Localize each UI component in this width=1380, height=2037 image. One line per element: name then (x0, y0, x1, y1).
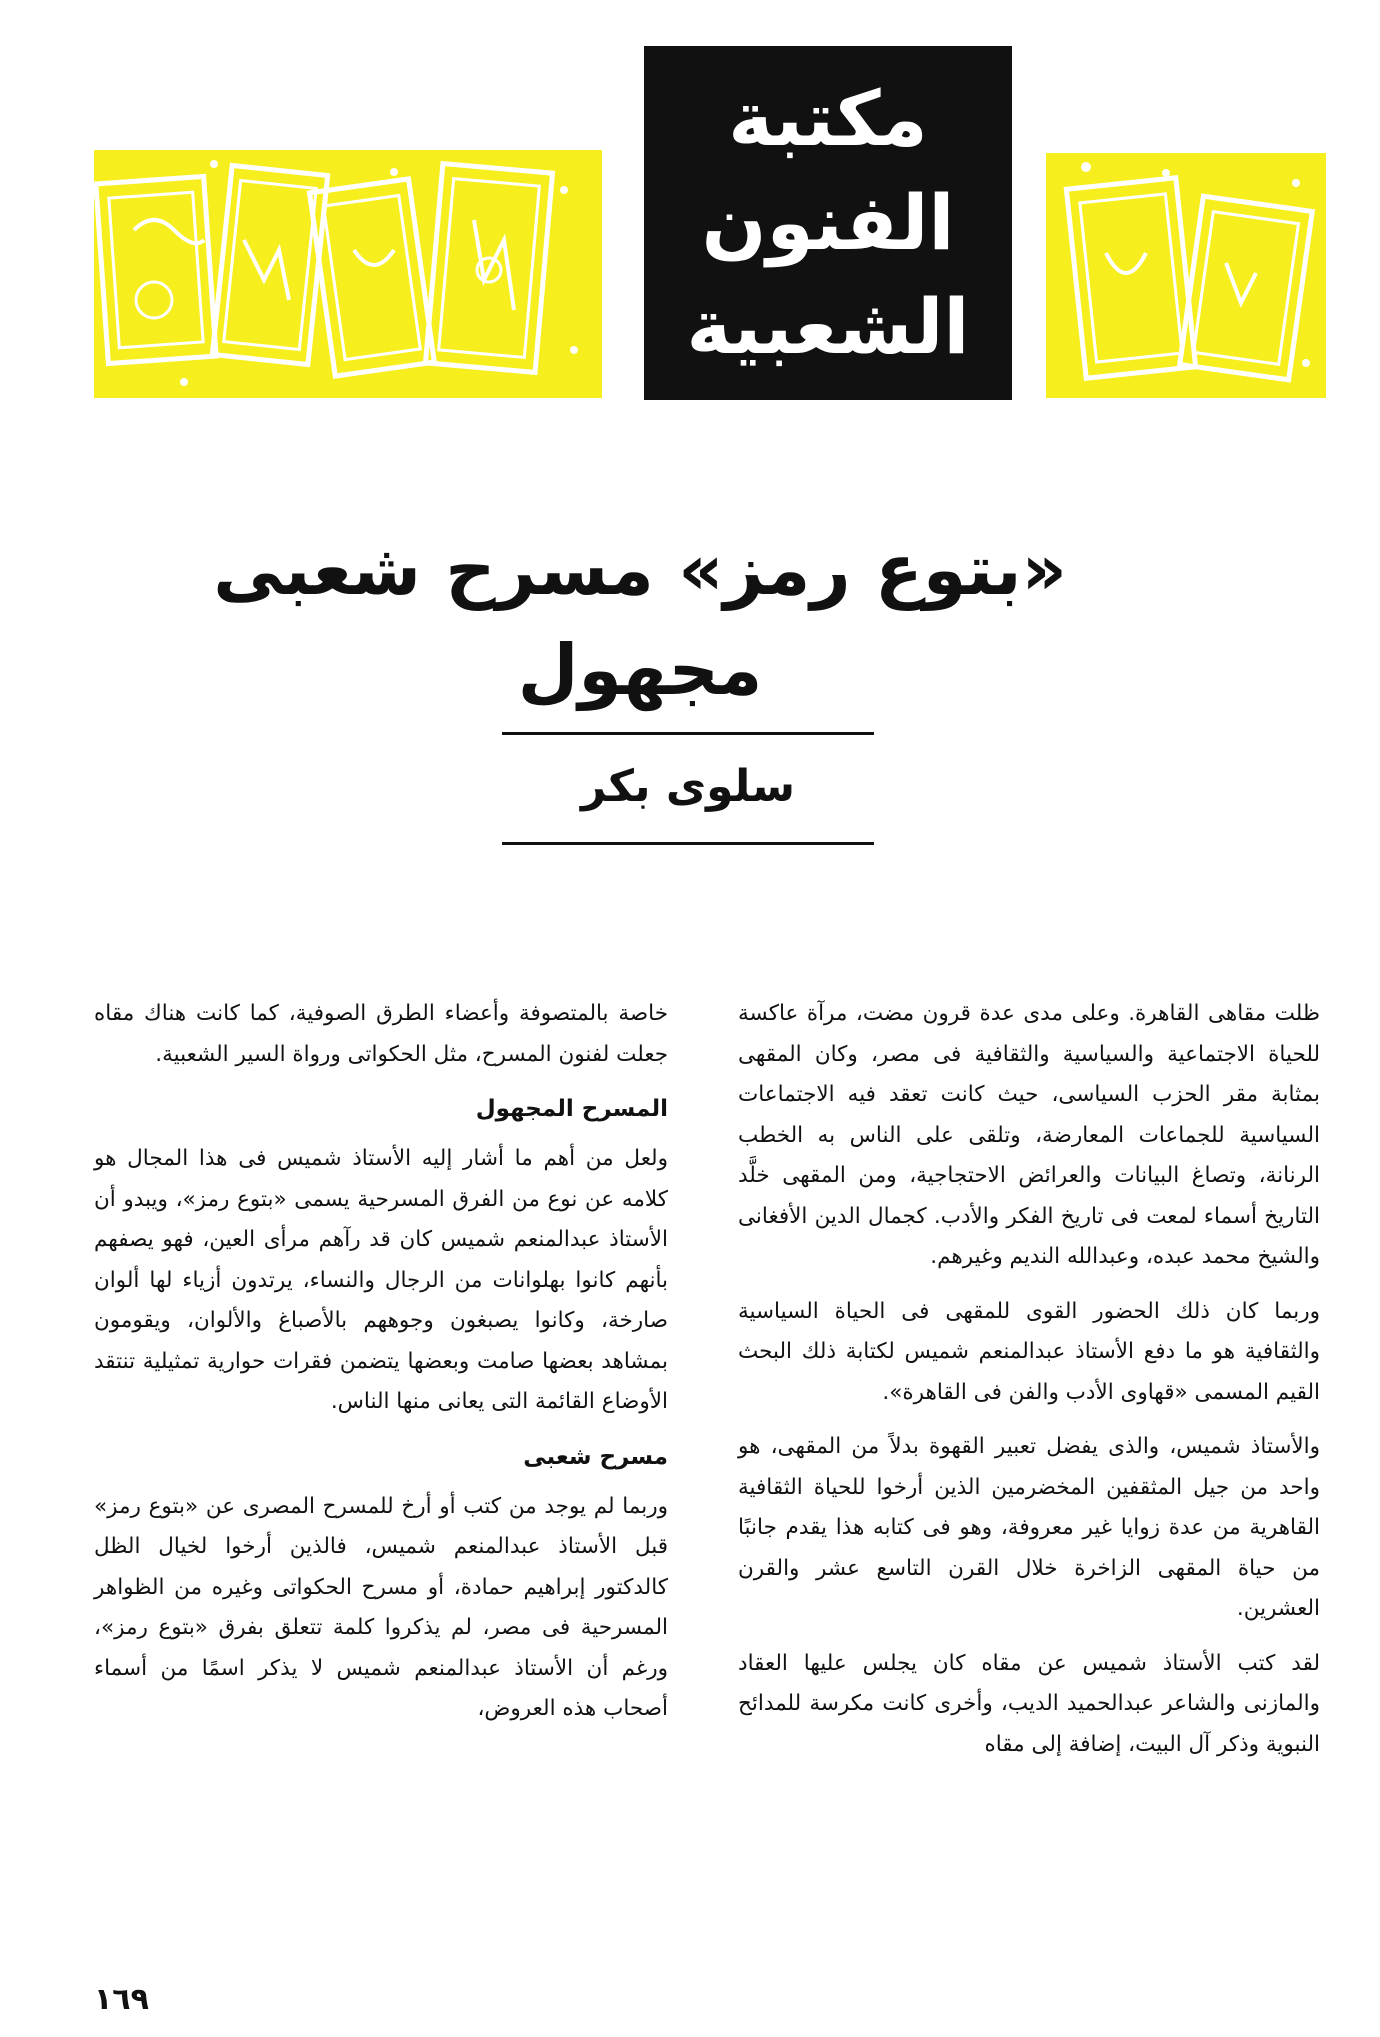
author-rule-bottom (502, 842, 874, 845)
page-number: ١٦٩ (94, 1982, 149, 2017)
paragraph: وربما لم يوجد من كتب أو أرخ للمسرح المصرى عن «بتوع رمز» قبل الأستاذ عبدالمنعم شميس، فالذين أرخوا لخيال الظل كالدكتور إبراهيم حمادة، أو مسرح الحكواتى وغيره من الظواهر المسرحية فى مصر، لم يذكروا كلمة تتعلق بفرق «بتوع رمز»، ورغم أن الأستاذ عبدالمنعم شميس لا يذكر اسمًا من أسماء أصحاب هذه العروض، (94, 1493, 668, 1721)
author-rule-top (502, 732, 874, 735)
book-covers-illustration-left (94, 150, 602, 398)
paragraph: والأستاذ شميس، والذى يفضل تعبير القهوة بدلاً من المقهى، هو واحد من جيل المثقفين المخضرمين الذين أرخوا للحياة الثقافية القاهرية من عدة زوايا غير معروفة، وهو فى كتابه هذا يقدم جانبًا من حياة المقهى الزاخرة خلال القرن التاسع عشر والقرن العشرين. (738, 1434, 1320, 1621)
book-covers-illustration-right (1046, 153, 1326, 398)
paragraph: لقد كتب الأستاذ شميس عن مقاه كان يجلس عليها العقاد والمازنى والشاعر عبدالحميد الديب، وأخرى كانت مكرسة للمدائح النبوية وذكر آل البيت، إضافة إلى مقاه (738, 1650, 1320, 1757)
text-column-left (94, 994, 668, 1744)
paragraph: خاصة بالمتصوفة وأعضاء الطرق الصوفية، كما كانت هناك مقاه جعلت لفنون المسرح، مثل الحكواتى ورواة السير الشعبية. (94, 1001, 668, 1067)
section-title-line-2: الفنون (701, 178, 955, 267)
article-author: سلوى بكر (581, 761, 795, 812)
paragraph: ظلت مقاهى القاهرة. وعلى مدى عدة قرون مضت، مرآة عاكسة للحياة الاجتماعية والسياسية والثقافية فى مصر، وكان المقهى بمثابة مقر الحزب السياسى، حيث كانت تعقد فيه الاجتماعات السياسية للجماعات المعارضة، وتلقى على الناس به الخطب الرنانة، وتصاغ البيانات والعرائض الاحتجاجية، ومن المقهى خلَّد التاريخ أسماء لمعت فى تاريخ الفكر والأدب. كجمال الدين الأفغانى والشيخ محمد عبده، وعبدالله النديم وغيرهم. (738, 1001, 1320, 1269)
section-title-block (644, 46, 1012, 400)
section-heading: مسرح شعبى (523, 1443, 668, 1470)
section-title-line-1: مكتبة (728, 74, 928, 163)
paragraph: ولعل من أهم ما أشار إليه الأستاذ شميس فى هذا المجال هو كلامه عن نوع من الفرق المسرحية يسمى «بتوع رمز»، ويبدو أن الأستاذ عبدالمنعم شميس كان قد رآهم مرأى العين، فهو يصفهم بأنهم كانوا بهلوانات من الرجال والنساء، يرتدون أزياء لها ألوان صارخة، وكانوا يصبغون وجوههم بالأصباغ والألوان، ويقومون بمشاهد بعضها صامت وبعضها يتضمن فقرات حوارية تمثيلية تنتقد الأوضاع القائمة التى يعانى منها الناس. (94, 1146, 668, 1414)
article-title: «بتوع رمز» مسرح شعبى مجهول (213, 529, 1067, 711)
banner-illustration-left (94, 150, 602, 398)
paragraph: وربما كان ذلك الحضور القوى للمقهى فى الحياة السياسية والثقافية هو ما دفع الأستاذ عبدالمنعم شميس لكتابة ذلك البحث القيم المسمى «قهاوى الأدب والفن فى القاهرة». (738, 1298, 1320, 1405)
section-heading: المسرح المجهول (475, 1096, 668, 1122)
section-title-line-3: الشعبية (686, 282, 970, 371)
text-column-right (738, 994, 1320, 1779)
banner-illustration-right (1046, 153, 1326, 398)
